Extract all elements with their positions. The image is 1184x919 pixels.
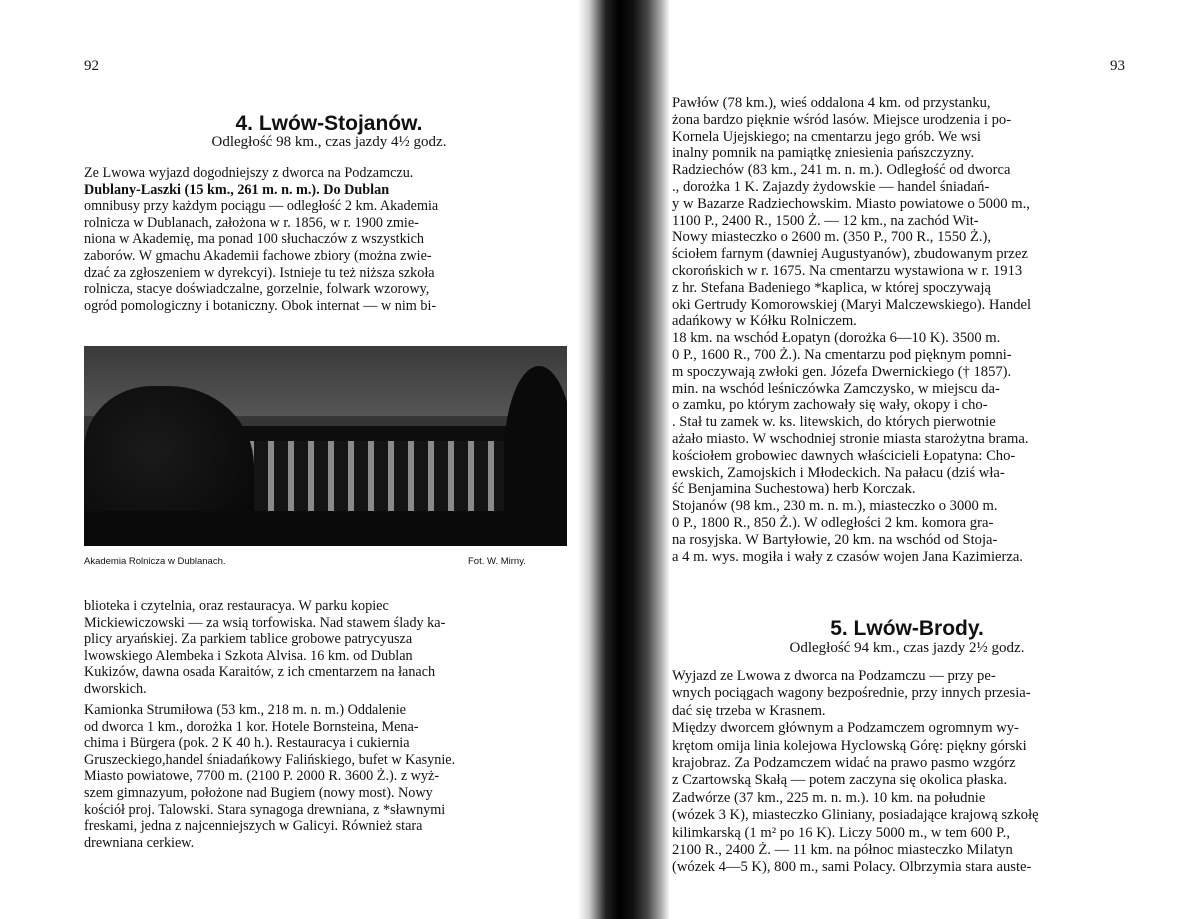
text-line: Między dworcem głównym a Podzamczem ogromnym wy- [672, 720, 1019, 737]
text-line: 0 P., 1600 R., 700 Ż.). Na cmentarzu pod pięknym pomni- [672, 346, 1012, 363]
text-line: wnych pociągach wagony bezpośrednie, przy innych przesia- [672, 685, 1031, 702]
text-line: drewniana cerkiew. [84, 834, 195, 851]
text-line: dworskich. [84, 680, 147, 697]
photo-akademia-rolnicza [84, 346, 567, 546]
paragraph-biblioteka [84, 598, 569, 698]
text-line: ., dorożka 1 K. Zajazdy żydowskie — handel śniadań- [672, 178, 990, 195]
text-line: 18 km. na wschód Łopatyn (dorożka 6—10 K). 3500 m. [672, 330, 1001, 347]
text-line: Wyjazd ze Lwowa z dworca na Podzamczu — przy pe- [672, 668, 996, 684]
text-line: 2100 R., 2400 Ż. — 11 km. na północ miasteczko Milatyn [672, 842, 1013, 859]
text-line: inalny pomnik na pamiątkę zniesienia pańszczyzny. [672, 145, 975, 162]
text-line: Nowy miasteczko o 2600 m. (350 P., 700 R., 1550 Ż.), [672, 229, 992, 246]
section-title-5: 5. Lwów-Brody. [830, 617, 984, 640]
text-line: Ze Lwowa wyjazd dogodniejszy z dworca na Podzamczu. [84, 165, 414, 181]
text-line: Kamionka Strumiłowa (53 km., 218 m. n. m.) Oddalenie [84, 702, 406, 718]
text-line: szem gimnazyum, położone nad Bugiem (nowy most). Nowy [84, 784, 433, 801]
text-line: ogród pomologiczny i botaniczny. Obok internat — w nim bi- [84, 297, 437, 314]
text-line: oki Gertrudy Komorowskiej (Maryi Malczewskiego). Handel [672, 296, 1032, 313]
text-line: Kornela Ujejskiego; na cmentarzu jego grób. We wsi [672, 128, 981, 145]
text-line: żona bardzo pięknie wśród lasów. Miejsce urodzenia i po- [672, 111, 1012, 128]
paragraph-pawlow-stojanow [672, 95, 1142, 565]
text-line: Pawłów (78 km.), wieś oddalona 4 km. od przystanku, [672, 95, 991, 111]
text-line: 1100 P., 2400 R., 1500 Ż. — 12 km., na zachód Wit- [672, 212, 979, 229]
text-line: adańkowy w Kółku Rolniczem. [672, 313, 857, 330]
paragraph-lwow-brody [672, 668, 1142, 877]
text-line: y w Bazarze Radziechowskim. Miasto powiatowe o 5000 m., [672, 195, 1030, 212]
paragraph-kamionka [84, 702, 569, 851]
photo-credit: Fot. W. Mirny. [468, 556, 526, 567]
text-line: rolnicza w Dublanach, założona w r. 1856, w r. 1900 zmie- [84, 214, 419, 231]
text-line: Radziechów (83 km., 241 m. n. m.). Odległość od dworca [672, 162, 1011, 179]
text-line: dzać za zgłoszeniem w dyrekcyi). Istnieje tu też niższa szkoła [84, 264, 435, 281]
text-line: kilimkarską (1 m² po 16 K). Liczy 5000 m., w tem 600 P., [672, 824, 1010, 841]
text-line: a 4 m. wys. mogiła i wały z czasów wojen Jana Kazimierza. [672, 548, 1023, 565]
text-line: dać się trzeba w Krasnem. [672, 702, 826, 719]
text-line: na rosyjska. W Bartyłowie, 20 km. na wschód od Stoja- [672, 531, 998, 548]
text-line: (wózek 3 K), miasteczko Gliniany, posiadające krajową szkołę [672, 807, 1039, 824]
text-line: omnibusy przy każdym pociągu — odległość 2 km. Akademia [84, 198, 439, 215]
right-page [592, 0, 1184, 919]
text-line: ewskich, Zamojskich i Młodeckich. Na pałacu (dziś wła- [672, 464, 1005, 481]
text-line: freskami, jedna z najcenniejszych w Galicyi. Również stara [84, 818, 423, 835]
text-line: m spoczywają zwłoki gen. Józefa Dwernickiego († 1857). [672, 363, 1012, 380]
text-line: rolnicza, stacye doświadczalne, gorzelnie, folwark wzorowy, [84, 281, 430, 298]
text-line: kościół proj. Talowski. Stara synagoga drewniana, z *sławnymi [84, 801, 446, 818]
text-line: plicy aryańskiej. Za parkiem tablice grobowe patrycyusza [84, 631, 413, 648]
section-subtitle-5: Odległość 94 km., czas jazdy 2½ godz. [789, 640, 1025, 656]
text-line: ckorońskich w r. 1675. Na cmentarzu wystawiona w r. 1913 [672, 262, 1023, 279]
text-line: lwowskiego Alembeka i Szkota Alvisa. 16 km. od Dublan [84, 647, 413, 664]
text-line: Mickiewiczowski — za wsią torfowiska. Nad stawem ślady ka- [84, 614, 446, 631]
text-line: krajobraz. Za Podzamczem widać na prawo pasmo wzgórz [672, 755, 1016, 772]
text-line: Miasto powiatowe, 7700 m. (2100 P. 2000 R. 3600 Ż.). z wyż- [84, 768, 440, 785]
text-line: min. na wschód leśniczówka Zamczysko, w miejscu da- [672, 380, 1000, 397]
text-line: od dworca 1 km., dorożka 1 kor. Hotele Bornsteina, Mena- [84, 718, 419, 735]
text-line: blioteka i czytelnia, oraz restauracya. W parku kopiec [84, 598, 389, 614]
text-line: ażało miasto. W wschodniej stronie miasta starożytna brama. [672, 430, 1029, 447]
text-line: ściołem farnym (dawniej Augustyanów), zbudowanym przez [672, 246, 1028, 263]
text-line: niona w Akademię, ma ponad 100 słuchaczów z wszystkich [84, 231, 425, 248]
page-number-right: 93 [1110, 58, 1125, 74]
section-title-4: 4. Lwów-Stojanów. [235, 112, 423, 135]
text-line: Zadwórze (37 km., 225 m. n. m.). 10 km. na południe [672, 789, 986, 806]
text-line: chima i Bürgera (pok. 2 K 40 h.). Restauracya i cukiernia [84, 735, 410, 752]
text-line: . Stał tu zamek w. ks. litewskich, do których pierwotnie [672, 414, 996, 431]
text-line: krętom omija linia kolejowa Hyclowską Górę: piękny górski [672, 737, 1027, 754]
text-line: z Czartowską Skałą — potem zaczyna się okolica płaska. [672, 772, 1008, 789]
text-line: o zamku, po którym zachowały się wały, okopy i cho- [672, 397, 988, 414]
text-line: z hr. Stefana Badeniego *kaplica, w której spoczywają [672, 279, 991, 296]
paragraph-dublany [84, 165, 569, 314]
text-line: zaborów. W gmachu Akademii fachowe zbiory (można zwie- [84, 247, 432, 264]
text-line: kościołem grobowiec dawnych właścicieli Łopatyna: Cho- [672, 447, 1016, 464]
text-line: Gruszeckiego,handel śniadańkowy Falińskiego, bufet w Kasynie. [84, 751, 456, 768]
text-line: 0 P., 1800 R., 850 Ż.). W odległości 2 km. komora gra- [672, 514, 994, 531]
text-line: Stojanów (98 km., 230 m. n. m.), miasteczko o 3000 m. [672, 498, 998, 515]
text-line: Kukizów, dawna osada Karaitów, z ich cmentarzem na łanach [84, 664, 436, 681]
text-line: (wózek 4—5 K), 800 m., sami Polacy. Olbrzymia stara auste- [672, 859, 1032, 876]
page-number-left: 92 [84, 58, 99, 74]
text-line: Dublany-Laszki (15 km., 261 m. n. m.). Do Dublan [84, 181, 390, 198]
section-subtitle-4: Odległość 98 km., czas jazdy 4½ godz. [211, 134, 447, 150]
photo-caption: Akademia Rolnicza w Dublanach. [84, 556, 226, 567]
text-line: ść Benjamina Suchestowa) herb Korczak. [672, 481, 916, 498]
